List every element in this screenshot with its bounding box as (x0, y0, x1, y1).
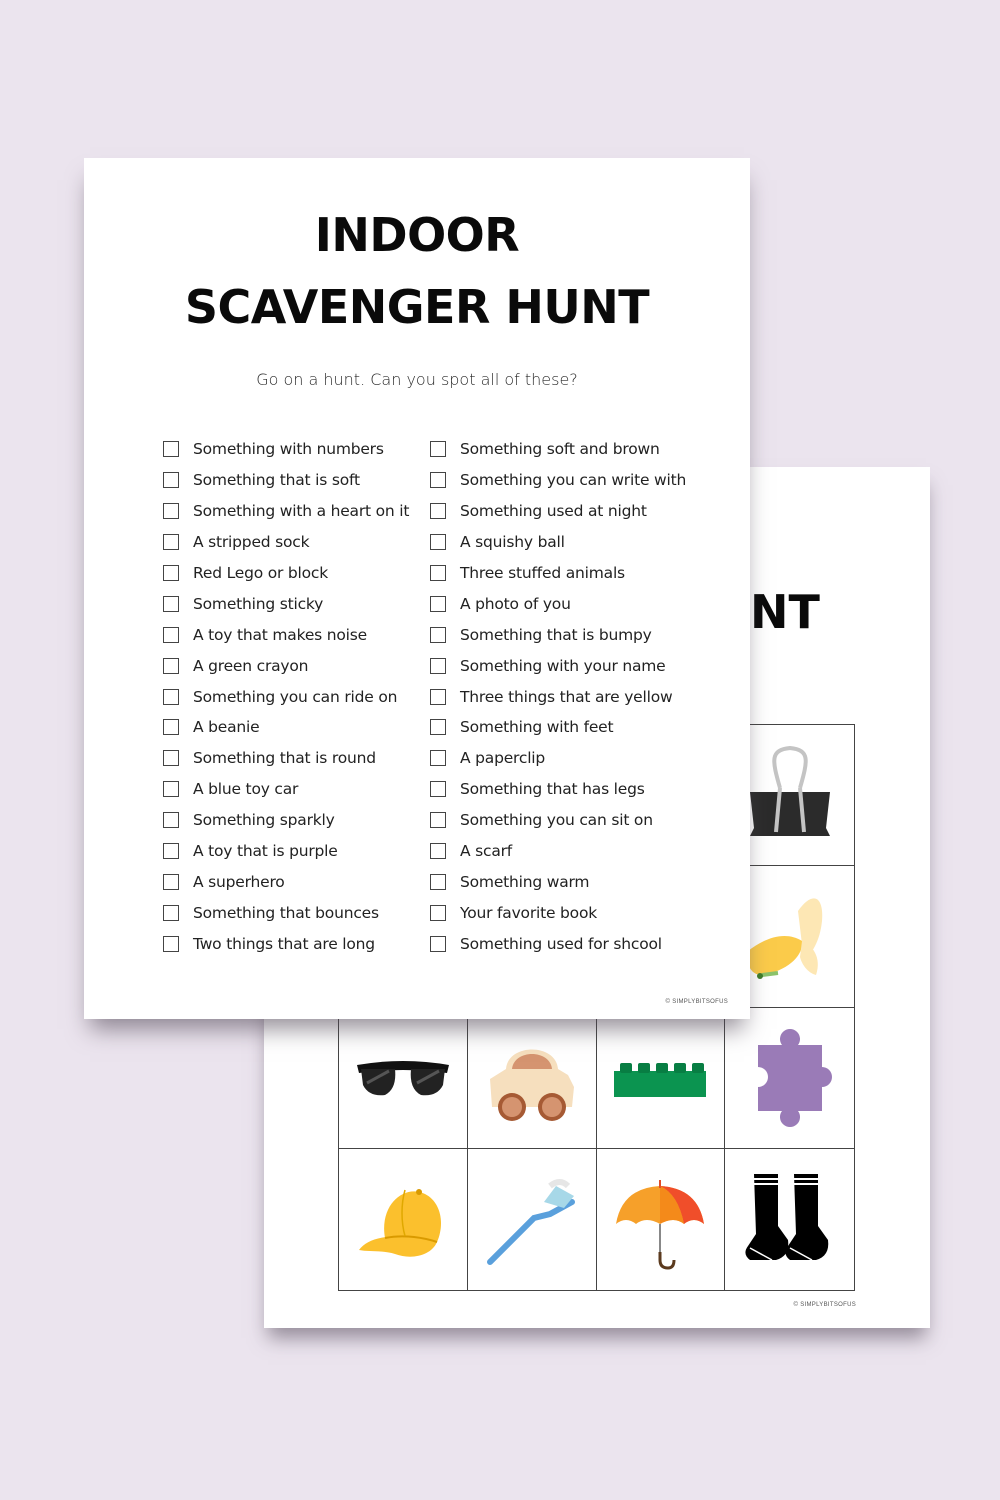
checklist-item[interactable] (163, 866, 409, 897)
checklist-item-label: Something warm (460, 872, 590, 891)
checkbox[interactable] (163, 812, 179, 828)
checkbox[interactable] (430, 596, 446, 612)
purple-puzzle-piece-icon (742, 1023, 838, 1133)
checkbox[interactable] (163, 874, 179, 890)
checklist-item[interactable] (163, 743, 409, 774)
checklist-item[interactable] (430, 527, 686, 558)
checkbox[interactable] (163, 905, 179, 921)
checklist-item[interactable] (430, 619, 686, 650)
checklist-item-label: A toy that makes noise (193, 625, 367, 644)
checklist-item-label: Three stuffed animals (460, 564, 625, 582)
yellow-cap-icon (348, 1164, 458, 1274)
checklist-item-label: A superhero (193, 872, 285, 891)
checklist-item-label: A paperclip (460, 749, 546, 768)
checklist-item[interactable] (430, 434, 686, 465)
checklist-item-label: Something you can ride on (193, 687, 398, 706)
checkbox[interactable] (430, 812, 446, 828)
sunglasses-icon (355, 1023, 451, 1133)
checkbox[interactable] (163, 472, 179, 488)
checklist-item-label: A green crayon (193, 656, 309, 675)
checklist-item[interactable] (163, 928, 409, 959)
checklist-item-label: A scarf (460, 842, 513, 861)
checkbox[interactable] (163, 503, 179, 519)
checklist-item-label: A toy that is purple (193, 842, 338, 861)
checklist-item[interactable] (163, 650, 409, 681)
checkbox[interactable] (430, 843, 446, 859)
checklist-item-label: Red Lego or block (193, 564, 329, 582)
checklist-item-label: Something sparkly (193, 811, 335, 830)
checklist-item[interactable] (430, 805, 686, 836)
checklist-item-label: A blue toy car (193, 780, 299, 799)
checkbox[interactable] (430, 441, 446, 457)
grid-cell (725, 1008, 854, 1149)
page-title-line-1: INDOOR (314, 208, 520, 262)
checklist-item[interactable] (430, 496, 686, 527)
checklist-item[interactable] (163, 558, 409, 589)
checkbox[interactable] (163, 441, 179, 457)
checklist-item[interactable] (163, 897, 409, 928)
page-subtitle: Go on a hunt. Can you spot all of these? (256, 370, 578, 389)
checklist-item-label: Something used for shcool (460, 934, 662, 953)
checklist-item[interactable] (430, 836, 686, 867)
grid-cell (468, 1149, 597, 1290)
checklist-right-column (430, 434, 686, 959)
checklist-item[interactable] (430, 774, 686, 805)
checkbox[interactable] (430, 750, 446, 766)
checklist-item-label: Something that is soft (193, 471, 360, 490)
checklist-item[interactable] (430, 650, 686, 681)
checklist-item-label: Something with numbers (193, 440, 384, 459)
checklist-item-label: Something that has legs (460, 780, 645, 799)
checklist-item[interactable] (430, 897, 686, 928)
checkbox[interactable] (430, 472, 446, 488)
checklist-left-column (163, 434, 409, 959)
checklist-item[interactable] (163, 588, 409, 619)
checklist-item-label: A stripped sock (193, 533, 310, 552)
back-page-copyright: © SIMPLYBITSOFUS (793, 1302, 856, 1308)
page-title-line-2: SCAVENGER HUNT (184, 280, 650, 334)
checklist-item[interactable] (430, 558, 686, 589)
checkbox[interactable] (430, 503, 446, 519)
grid-cell (597, 1149, 726, 1290)
back-page-title-fragment: NT (750, 585, 820, 639)
black-socks-icon (742, 1164, 838, 1274)
checklist-item-label: Something that is bumpy (460, 625, 652, 644)
front-page-copyright: © SIMPLYBITSOFUS (665, 999, 728, 1005)
front-page-checklist (84, 158, 750, 1019)
checklist-item[interactable] (430, 743, 686, 774)
checkbox[interactable] (163, 658, 179, 674)
checkbox[interactable] (430, 565, 446, 581)
green-lego-brick-icon (602, 1023, 718, 1133)
checkbox[interactable] (163, 689, 179, 705)
checklist-item-label: Something that bounces (193, 903, 379, 922)
checklist-item[interactable] (163, 434, 409, 465)
grid-cell (339, 1149, 468, 1290)
checklist-item-label: Something you can sit on (460, 811, 653, 830)
checkbox[interactable] (163, 936, 179, 952)
checkbox[interactable] (163, 781, 179, 797)
grid-cell (468, 1008, 597, 1149)
checkbox[interactable] (430, 905, 446, 921)
checkbox[interactable] (163, 596, 179, 612)
checklist-item-label: Something you can write with (460, 471, 687, 490)
checklist-item[interactable] (163, 836, 409, 867)
checkbox[interactable] (430, 627, 446, 643)
checkbox[interactable] (430, 658, 446, 674)
checklist-item[interactable] (430, 712, 686, 743)
checklist-item-label: Something used at night (460, 502, 647, 521)
checklist-item[interactable] (163, 527, 409, 558)
checklist-item-label: A squishy ball (460, 533, 565, 552)
checklist-item[interactable] (430, 588, 686, 619)
checklist-item-label: Two things that are long (193, 934, 375, 953)
banana-icon (742, 881, 838, 991)
checkbox[interactable] (430, 534, 446, 550)
umbrella-icon (605, 1164, 715, 1274)
checkbox[interactable] (163, 534, 179, 550)
checklist-item[interactable] (430, 866, 686, 897)
checklist-item-label: Something that is round (193, 749, 376, 768)
toy-car-icon (484, 1023, 580, 1133)
checkbox[interactable] (163, 843, 179, 859)
checklist-item[interactable] (430, 928, 686, 959)
checklist-item-label: A photo of you (460, 594, 571, 613)
checkbox[interactable] (430, 781, 446, 797)
checkbox[interactable] (430, 719, 446, 735)
checkbox[interactable] (163, 565, 179, 581)
checkbox[interactable] (430, 689, 446, 705)
checklist-item-label: A beanie (193, 718, 260, 737)
checklist-item[interactable] (430, 465, 686, 496)
grid-cell (339, 1008, 468, 1149)
checklist-item-label: Something sticky (193, 594, 324, 613)
checklist-item[interactable] (430, 681, 686, 712)
binder-clip-icon (742, 740, 838, 850)
checklist-item[interactable] (163, 619, 409, 650)
checklist-item-label: Something with a heart on it (193, 502, 410, 521)
checklist-item-label: Three things that are yellow (460, 687, 673, 706)
checklist-item[interactable] (163, 496, 409, 527)
checklist-item-label: Your favorite book (460, 903, 598, 922)
checklist-item[interactable] (163, 465, 409, 496)
checklist-item-label: Something with your name (460, 656, 666, 675)
grid-cell (725, 1149, 854, 1290)
checkbox[interactable] (163, 627, 179, 643)
checklist-item[interactable] (163, 712, 409, 743)
checkbox[interactable] (163, 719, 179, 735)
checklist-item[interactable] (163, 805, 409, 836)
grid-cell (597, 1008, 726, 1149)
checklist-item[interactable] (163, 681, 409, 712)
checklist-item[interactable] (163, 774, 409, 805)
checklist-item-label: Something soft and brown (460, 440, 660, 459)
checkbox[interactable] (163, 750, 179, 766)
checklist-item-label: Something with feet (460, 718, 614, 737)
toothbrush-icon (484, 1164, 580, 1274)
checkbox[interactable] (430, 874, 446, 890)
checkbox[interactable] (430, 936, 446, 952)
